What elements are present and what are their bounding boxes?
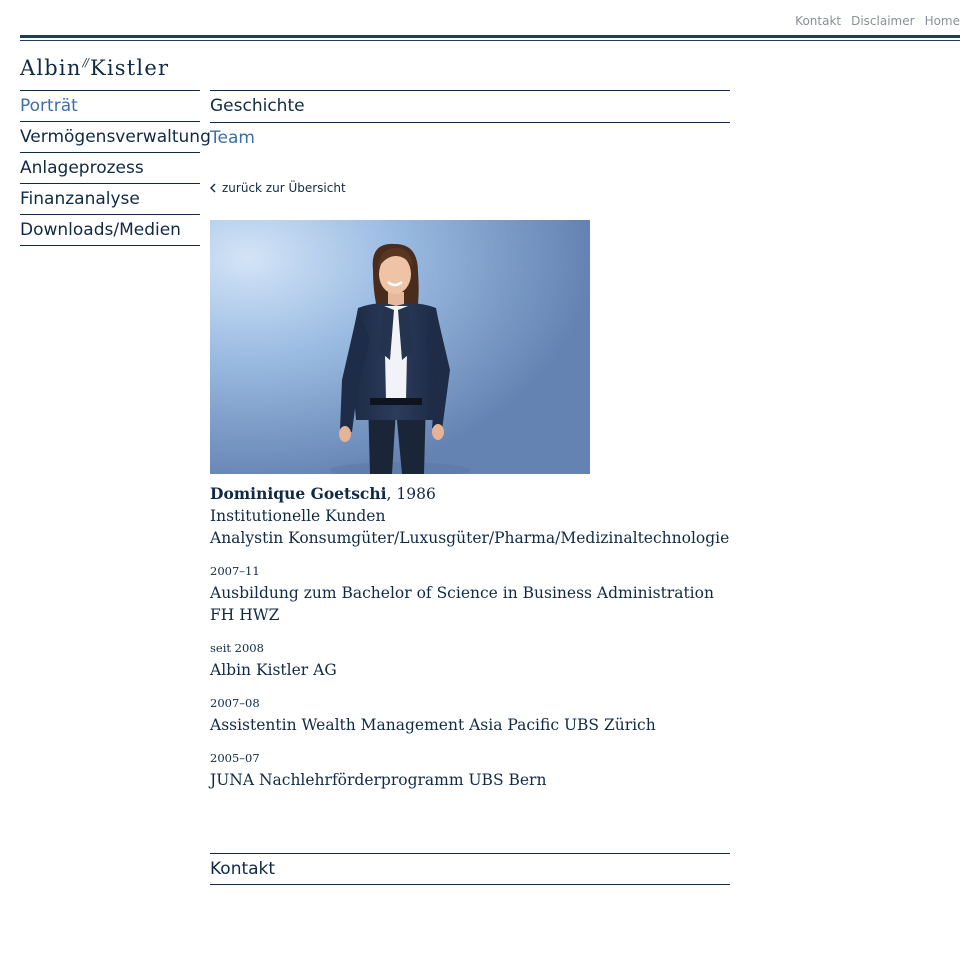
- career-text: Ausbildung zum Bachelor of Science in Business Administration FH HWZ: [210, 584, 714, 624]
- member-role: Analystin Konsumgüter/Luxusgüter/Pharma/Medizinaltechnologie: [210, 529, 730, 547]
- member-name-line: [210, 483, 730, 505]
- team-member-photo: [210, 220, 590, 474]
- career-text: Albin Kistler AG: [210, 661, 337, 679]
- back-link-label: zurück zur Übersicht: [222, 181, 346, 195]
- top-nav-home-link[interactable]: Home: [924, 14, 960, 28]
- career-date: 2005–07: [210, 751, 260, 765]
- career-date: seit 2008: [210, 641, 264, 655]
- site-logo[interactable]: [20, 56, 169, 84]
- top-nav-disclaimer-link[interactable]: Disclaimer: [851, 14, 915, 28]
- portrait-illustration: [210, 220, 590, 474]
- main-content: [210, 90, 730, 879]
- career-text: JUNA Nachlehrförderprogramm UBS Bern: [210, 771, 547, 789]
- back-to-overview-link[interactable]: [210, 181, 346, 195]
- nav-item-portraet[interactable]: Porträt: [20, 91, 200, 122]
- contact-section-label: Kontakt: [210, 859, 276, 879]
- sub-nav-geschichte[interactable]: Geschichte: [210, 91, 730, 123]
- header-divider-thick: [20, 35, 960, 38]
- main-nav: [20, 90, 211, 246]
- career-entry: [210, 640, 730, 681]
- career-date: 2007–11: [210, 564, 260, 578]
- nav-item-vermoegensverwaltung[interactable]: Vermögensverwaltung: [20, 122, 200, 153]
- career-text: Assistentin Wealth Management Asia Pacific UBS Zürich: [210, 716, 656, 734]
- career-entry: [210, 750, 730, 791]
- career-entry: [210, 563, 730, 626]
- sub-nav-team[interactable]: Team: [210, 128, 255, 148]
- logo-word-albin: Albin: [20, 56, 82, 80]
- nav-item-anlageprozess[interactable]: Anlageprozess: [20, 153, 200, 184]
- top-nav-kontakt-link[interactable]: Kontakt: [795, 14, 842, 28]
- contact-section[interactable]: [210, 853, 730, 885]
- header-divider-thin: [20, 40, 960, 41]
- nav-item-finanzanalyse[interactable]: Finanzanalyse: [20, 184, 200, 215]
- nav-item-downloads-medien[interactable]: Downloads/Medien: [20, 215, 200, 246]
- chevron-left-icon: [210, 183, 216, 193]
- career-date: 2007–08: [210, 696, 260, 710]
- team-member-bio: [210, 483, 730, 791]
- member-department: Institutionelle Kunden: [210, 507, 386, 525]
- member-name: Dominique Goetschi: [210, 484, 387, 503]
- career-entry: [210, 695, 730, 736]
- member-birth-year: , 1986: [386, 485, 436, 503]
- sub-nav: [210, 90, 730, 154]
- logo-word-kistler: Kistler: [90, 56, 170, 80]
- logo-separator: //: [82, 56, 88, 69]
- top-utility-nav: [795, 14, 960, 30]
